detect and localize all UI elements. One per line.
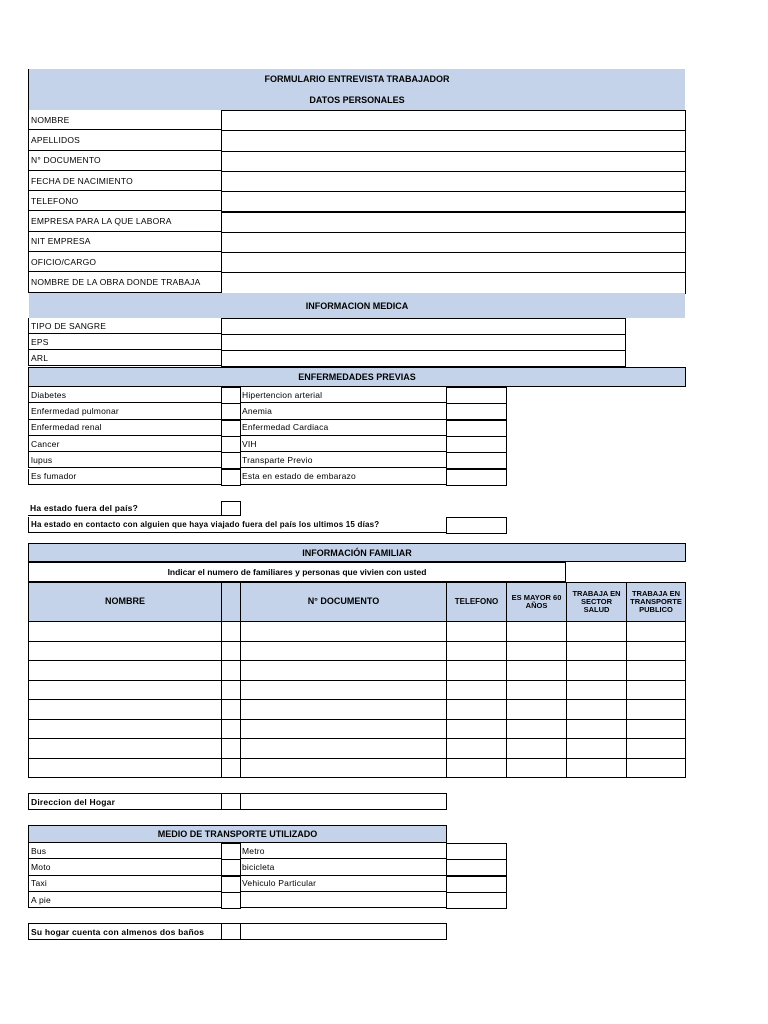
familiar-cell[interactable]	[506, 719, 567, 740]
transporte-check[interactable]	[446, 859, 507, 876]
datos-field[interactable]	[221, 191, 686, 212]
familiar-cell[interactable]	[28, 641, 222, 662]
fuera-pais-label: Ha estado fuera del país?	[28, 501, 222, 516]
transporte-label: A pie	[28, 892, 222, 908]
direccion-field[interactable]	[240, 793, 447, 810]
medica-field[interactable]	[221, 318, 626, 335]
fuera-pais-field[interactable]	[221, 501, 241, 516]
familiar-cell[interactable]	[626, 719, 686, 740]
contacto-field[interactable]	[446, 517, 507, 534]
enfermedad-check[interactable]	[446, 420, 507, 437]
enfermedad-label: Enfermedad Cardiaca	[240, 420, 447, 436]
col-nombre: NOMBRE	[28, 582, 222, 622]
familiar-cell[interactable]	[28, 719, 222, 740]
familiar-cell[interactable]	[221, 641, 241, 662]
familiar-cell[interactable]	[240, 738, 447, 759]
transporte-label	[240, 892, 447, 908]
enfermedad-label: Enfermedad pulmonar	[28, 403, 222, 419]
familiar-cell[interactable]	[240, 621, 447, 642]
familiar-cell[interactable]	[566, 758, 627, 779]
familiar-cell[interactable]	[221, 738, 241, 759]
transporte-label: Bus	[28, 843, 222, 859]
familiar-cell[interactable]	[221, 680, 241, 701]
medica-field[interactable]	[221, 334, 626, 351]
familiar-cell[interactable]	[506, 699, 567, 720]
enfermedad-label: Diabetes	[28, 387, 222, 403]
enfermedad-label: Anemia	[240, 403, 447, 419]
informacion-familiar-header: INFORMACIÓN FAMILIAR	[29, 544, 685, 561]
familiar-cell[interactable]	[626, 699, 686, 720]
enfermedad-check[interactable]	[446, 387, 507, 404]
enfermedad-label: lupus	[28, 452, 222, 468]
datos-label: EMPRESA PARA LA QUE LABORA	[28, 212, 222, 232]
enfermedad-check[interactable]	[221, 420, 241, 437]
direccion-blank	[221, 793, 241, 810]
familiar-cell[interactable]	[566, 738, 627, 759]
datos-field[interactable]	[221, 272, 686, 293]
familiar-cell[interactable]	[28, 660, 222, 681]
datos-label: APELLIDOS	[28, 130, 222, 150]
medica-label: EPS	[28, 334, 222, 350]
enfermedades-previas-header: ENFERMEDADES PREVIAS	[28, 367, 686, 387]
enfermedad-check[interactable]	[221, 387, 241, 404]
familiar-cell[interactable]	[566, 719, 627, 740]
direccion-label: Direccion del Hogar	[28, 793, 222, 810]
enfermedad-label: Esta en estado de embarazo	[240, 469, 447, 485]
datos-label: NOMBRE	[28, 110, 222, 130]
familiar-cell[interactable]	[626, 680, 686, 701]
familiar-cell[interactable]	[446, 641, 507, 662]
enfermedad-check[interactable]	[221, 452, 241, 469]
familiar-cell[interactable]	[566, 641, 627, 662]
familiar-cell[interactable]	[28, 621, 222, 642]
enfermedad-check[interactable]	[221, 469, 241, 486]
familiar-cell[interactable]	[566, 621, 627, 642]
familiar-cell[interactable]	[506, 621, 567, 642]
banos-label: Su hogar cuenta con almenos dos baños	[28, 923, 222, 940]
familiar-cell[interactable]	[446, 699, 507, 720]
transporte-check[interactable]	[221, 859, 241, 876]
familiar-cell[interactable]	[240, 641, 447, 662]
familiar-cell[interactable]	[446, 660, 507, 681]
col-blank	[221, 582, 241, 622]
enfermedad-label: Hipertencion arterial	[240, 387, 447, 403]
enfermedad-check[interactable]	[446, 452, 507, 469]
datos-field[interactable]	[221, 232, 686, 253]
medica-label: ARL	[28, 350, 222, 366]
familiar-cell[interactable]	[626, 660, 686, 681]
familiar-cell[interactable]	[626, 621, 686, 642]
col-documento: N° DOCUMENTO	[240, 582, 447, 622]
enfermedad-check[interactable]	[446, 436, 507, 453]
familiar-cell[interactable]	[506, 738, 567, 759]
datos-label: NOMBRE DE LA OBRA DONDE TRABAJA	[28, 272, 222, 292]
familiar-cell[interactable]	[221, 699, 241, 720]
familiar-cell[interactable]	[28, 680, 222, 701]
datos-field[interactable]	[221, 110, 686, 131]
datos-field[interactable]	[221, 171, 686, 192]
familiar-cell[interactable]	[240, 719, 447, 740]
datos-label: NIT EMPRESA	[28, 232, 222, 252]
transporte-label: Metro	[240, 843, 447, 859]
enfermedad-label: Transparte Previo	[240, 452, 447, 468]
transporte-label: bicicleta	[240, 859, 447, 875]
familiar-cell[interactable]	[240, 680, 447, 701]
enfermedad-check[interactable]	[446, 403, 507, 420]
familiar-cell[interactable]	[446, 680, 507, 701]
transporte-check[interactable]	[221, 892, 241, 909]
enfermedad-label: Enfermedad renal	[28, 420, 222, 436]
col-sector-salud: TRABAJA EN SECTOR SALUD	[566, 582, 627, 622]
medica-label: TIPO DE SANGRE	[28, 318, 222, 334]
datos-field[interactable]	[221, 151, 686, 172]
transporte-check[interactable]	[446, 843, 507, 860]
datos-label: OFICIO/CARGO	[28, 252, 222, 272]
familiar-cell[interactable]	[566, 680, 627, 701]
familiar-cell[interactable]	[221, 758, 241, 779]
datos-field[interactable]	[221, 212, 686, 233]
datos-label: TELEFONO	[28, 191, 222, 211]
familiar-cell[interactable]	[566, 660, 627, 681]
enfermedad-label: Es fumador	[28, 469, 222, 485]
familiar-cell[interactable]	[626, 758, 686, 779]
familiar-cell[interactable]	[506, 680, 567, 701]
familiar-subtitle: Indicar el numero de familiares y personas que vivien con usted	[167, 567, 427, 577]
form-title: FORMULARIO ENTREVISTA TRABAJADOR	[29, 69, 685, 89]
familiar-cell[interactable]	[221, 719, 241, 740]
banos-blank	[221, 923, 241, 940]
enfermedad-check[interactable]	[221, 403, 241, 420]
col-transporte-publico: TRABAJA EN TRANSPORTE PUBLICO	[626, 582, 686, 622]
familiar-cell[interactable]	[240, 699, 447, 720]
transporte-label: Moto	[28, 859, 222, 875]
familiar-cell[interactable]	[28, 758, 222, 779]
familiar-cell[interactable]	[221, 621, 241, 642]
familiar-cell[interactable]	[506, 758, 567, 779]
transporte-check[interactable]	[446, 892, 507, 909]
contacto-label: Ha estado en contacto con alguien que haya viajado fuera del país los ultimos 15 días?	[28, 517, 447, 533]
familiar-cell[interactable]	[446, 758, 507, 779]
transporte-check[interactable]	[221, 843, 241, 860]
datos-field[interactable]	[221, 130, 686, 151]
datos-personales-header: DATOS PERSONALES	[29, 89, 685, 110]
familiar-cell[interactable]	[626, 738, 686, 759]
transporte-header: MEDIO DE TRANSPORTE UTILIZADO	[28, 825, 447, 843]
familiar-cell[interactable]	[446, 621, 507, 642]
familiar-cell[interactable]	[506, 641, 567, 662]
transporte-label: Vehiculo Particular	[240, 876, 447, 892]
familiar-cell[interactable]	[240, 758, 447, 779]
transporte-check[interactable]	[446, 876, 507, 893]
transporte-check[interactable]	[221, 876, 241, 893]
familiar-cell[interactable]	[221, 660, 241, 681]
medica-field[interactable]	[221, 350, 626, 367]
datos-field[interactable]	[221, 252, 686, 273]
familiar-cell[interactable]	[446, 719, 507, 740]
enfermedad-label: VIH	[240, 436, 447, 452]
enfermedad-check[interactable]	[446, 469, 507, 486]
banos-field[interactable]	[240, 923, 447, 940]
familiar-cell[interactable]	[240, 660, 447, 681]
transporte-label: Taxi	[28, 876, 222, 892]
familiar-cell[interactable]	[28, 699, 222, 720]
familiar-cell[interactable]	[28, 738, 222, 759]
familiar-cell[interactable]	[506, 660, 567, 681]
familiar-cell[interactable]	[446, 738, 507, 759]
familiar-cell[interactable]	[626, 641, 686, 662]
familiar-cell[interactable]	[566, 699, 627, 720]
informacion-medica-header: INFORMACION MEDICA	[29, 293, 685, 318]
col-telefono: TELEFONO	[446, 582, 507, 622]
datos-label: FECHA DE NACIMIENTO	[28, 171, 222, 191]
col-mayor-60: ES MAYOR 60 AÑOS	[506, 582, 567, 622]
datos-label: N° DOCUMENTO	[28, 151, 222, 171]
enfermedad-label: Cancer	[28, 436, 222, 452]
enfermedad-check[interactable]	[221, 436, 241, 453]
